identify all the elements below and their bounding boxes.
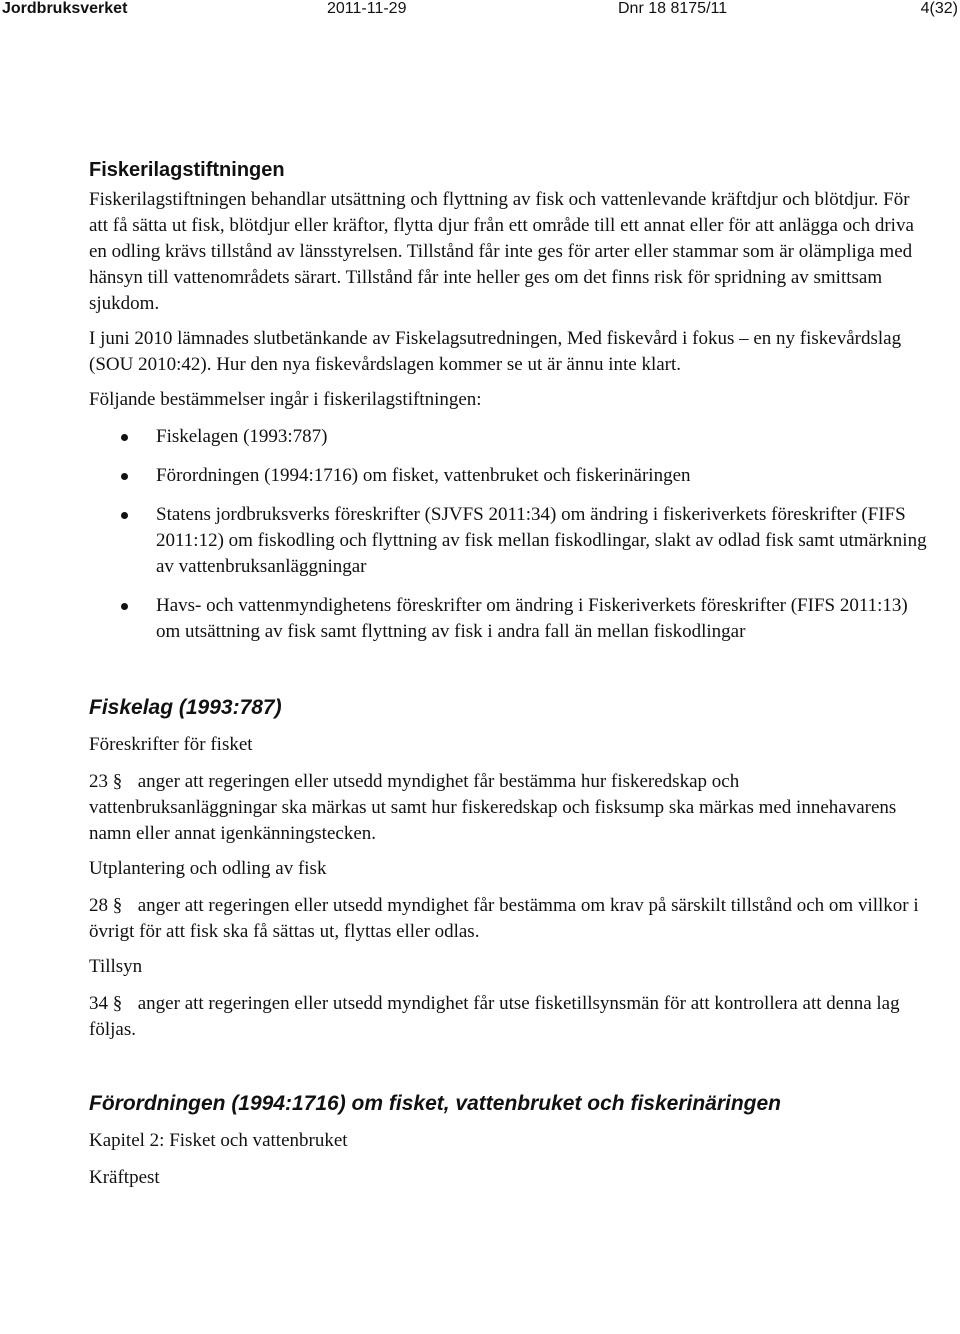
paragraph-28: 28 § anger att regeringen eller utsedd myndighet får bestämma om krav på särskilt tillstånd och om villkor i övrigt för att fisk ska få sättas ut, flyttas eller odlas. xyxy=(89,895,919,942)
section-number: 28 § xyxy=(89,895,123,916)
regulations-list xyxy=(89,424,929,645)
bullet-icon xyxy=(121,512,128,519)
page-header xyxy=(0,0,960,22)
bullet-icon xyxy=(121,434,128,441)
list-item: Havs- och vattenmyndighetens föreskrifter om ändring i Fiskeriverkets föreskrifter (FIFS 2011:13) om utsättning av fisk samt flyttning av fisk i andra fall än mellan fiskodlingar xyxy=(89,593,929,645)
subheading-utplantering: Utplantering och odling av fisk xyxy=(89,858,327,879)
bullet-icon xyxy=(121,603,128,610)
section-title-fiskerilagstiftningen: Fiskerilagstiftningen xyxy=(89,159,285,181)
subheading-kraftpest: Kräftpest xyxy=(89,1167,160,1188)
intro-paragraph: Fiskerilagstiftningen behandlar utsättning och flyttning av fisk och vattenlevande kräftdjur och blötdjur. För att få sätta ut fisk, blötdjur eller kräftor, flytta djur från ett område till ett annat eller för att anlägga och driva en odling krävs tillstånd av länsstyrelsen. Tillstånd får inte ges för arter eller stammar som är olämpliga med hänsyn till vattenområdets särart. Tillstånd får inte heller ges om det finns risk för spridning av smittsam sjukdom. xyxy=(89,189,914,314)
document-body xyxy=(89,157,929,1191)
header-reference-number: Dnr 18 8175/11 xyxy=(618,0,728,17)
paragraph-34: 34 § anger att regeringen eller utsedd myndighet får utse fisketillsynsmän för att kontrollera att denna lag följas. xyxy=(89,993,900,1040)
list-item: Förordningen (1994:1716) om fisket, vattenbruket och fiskerinäringen xyxy=(89,463,929,489)
section-number: 23 § xyxy=(89,771,123,792)
section-title-fiskelag: Fiskelag (1993:787) xyxy=(89,696,282,719)
header-date: 2011-11-29 xyxy=(327,0,407,17)
subheading-tillsyn: Tillsyn xyxy=(89,956,143,977)
sou-paragraph: I juni 2010 lämnades slutbetänkande av Fiskelagsutredningen, Med fiskevård i fokus – en ny fiskevårdslag (SOU 2010:42). Hur den nya fiskevårdslagen kommer se ut är ännu inte klart. xyxy=(89,328,902,375)
list-item: Statens jordbruksverks föreskrifter (SJVFS 2011:34) om ändring i fiskeriverkets föreskrifter (FIFS 2011:12) om fiskodling och flyttning av fisk mellan fiskodlingar, slakt av odlad fisk samt utmärkning av vattenbruksanläggningar xyxy=(89,502,929,580)
paragraph-23: 23 § anger att regeringen eller utsedd myndighet får bestämma hur fiskeredskap och vattenbruksanläggningar ska märkas ut samt hur fiskeredskap och fisksump ska märkas med innehavarens namn eller annat igenkänningstecken. xyxy=(89,771,897,844)
list-item: Fiskelagen (1993:787) xyxy=(89,424,929,450)
subheading-foreskrifter: Föreskrifter för fisket xyxy=(89,734,253,755)
header-organization: Jordbruksverket xyxy=(2,0,128,17)
regulations-lead-in: Följande bestämmelser ingår i fiskerilagstiftningen: xyxy=(89,389,482,410)
section-number: 34 § xyxy=(89,993,123,1014)
subheading-kapitel-2: Kapitel 2: Fisket och vattenbruket xyxy=(89,1130,348,1151)
header-page-number: 4(32) xyxy=(920,0,958,17)
section-title-forordningen: Förordningen (1994:1716) om fisket, vattenbruket och fiskerinäringen xyxy=(89,1092,782,1115)
bullet-icon xyxy=(121,473,128,480)
